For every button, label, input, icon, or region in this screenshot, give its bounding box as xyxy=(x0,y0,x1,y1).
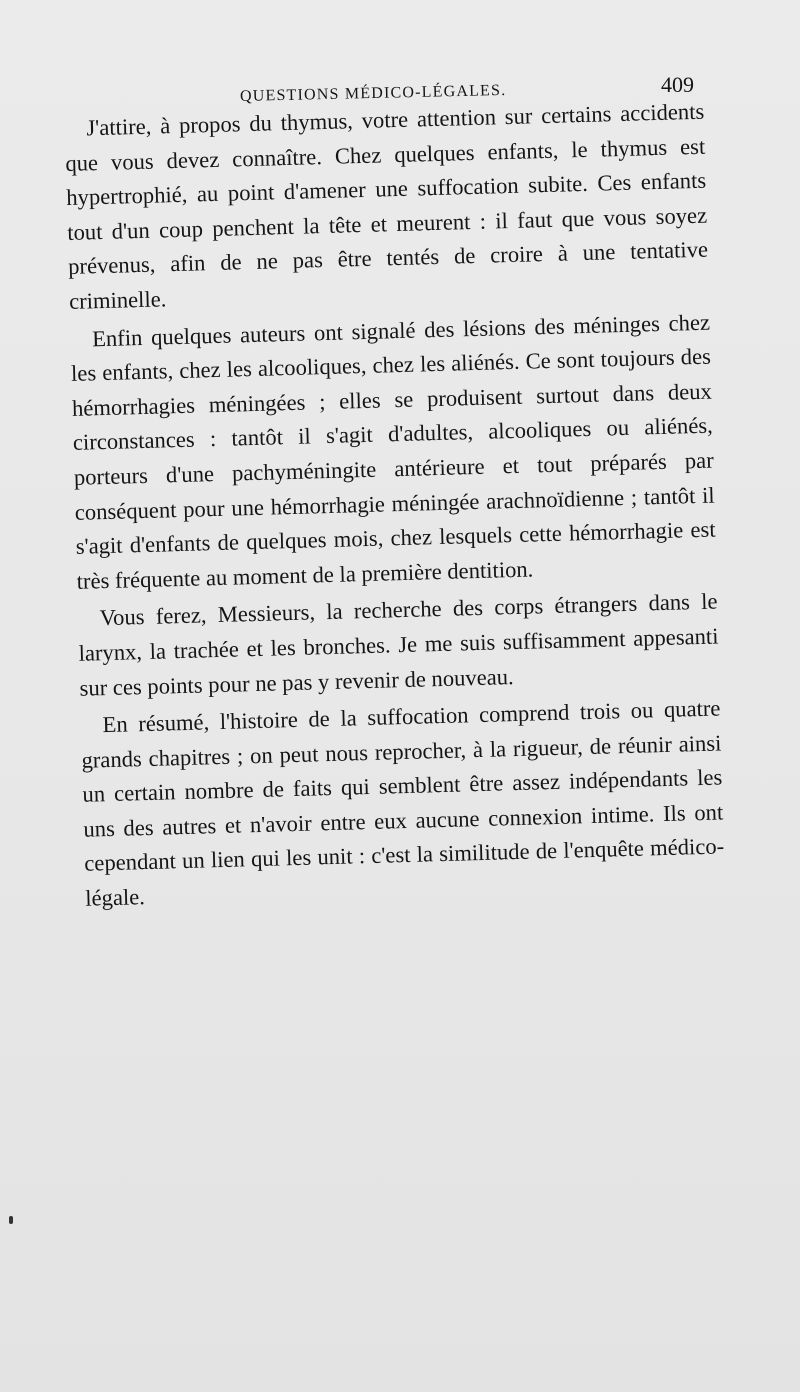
ink-speck xyxy=(9,1216,13,1224)
running-title: QUESTIONS MÉDICO-LÉGALES. xyxy=(239,81,507,105)
paragraph-meninges: Enfin quelques auteurs ont signalé des lésions des méninges chez les enfants, chez les alcooliques, chez les aliénés. Ce sont toujours des hémorrhagies méningées ; elles se produisent surtout dans deux circonstances : tantôt il s'agit d'adultes, alcooliques ou aliénés, porteurs d'une pachyméningite antérieure et tout préparés par conséquent pour une hémorrhagie méningée arachnoïdienne ; tantôt il s'agit d'enfants de quelques mois, chez lesquels cette hémorrhagie est très fréquente au moment de la première dentition. xyxy=(70,309,716,594)
paragraph-foreign-bodies: Vous ferez, Messieurs, la recherche des corps étrangers dans le larynx, la trachée et les bronches. Je me suis suffisamment appesanti sur ces points pour ne pas y revenir de nouveau. xyxy=(78,588,719,701)
paragraph-summary: En résumé, l'histoire de la suffocation comprend trois ou quatre grands chapitres ; on peut nous reprocher, à la rigueur, de réunir ainsi un certain nombre de faits qui semblent être assez indépendants les uns des autres et n'avoir entre eux aucune connexion intime. Ils ont cependant un lien qui les unit : c'est la similitude de l'enquête médico-légale. xyxy=(81,695,725,911)
body-text xyxy=(64,95,726,920)
paragraph-thymus: J'attire, à propos du thymus, votre attention sur certains accidents que vous devez connaître. Chez quelques enfants, le thymus est hypertrophié, au point d'amener une suffocation subite. Ces enfants tout d'un coup penchent la tête et meurent : il faut que vous soyez prévenus, afin de ne pas être tentés de croire à une tentative criminelle. xyxy=(65,98,709,314)
page-number: 409 xyxy=(661,72,694,97)
